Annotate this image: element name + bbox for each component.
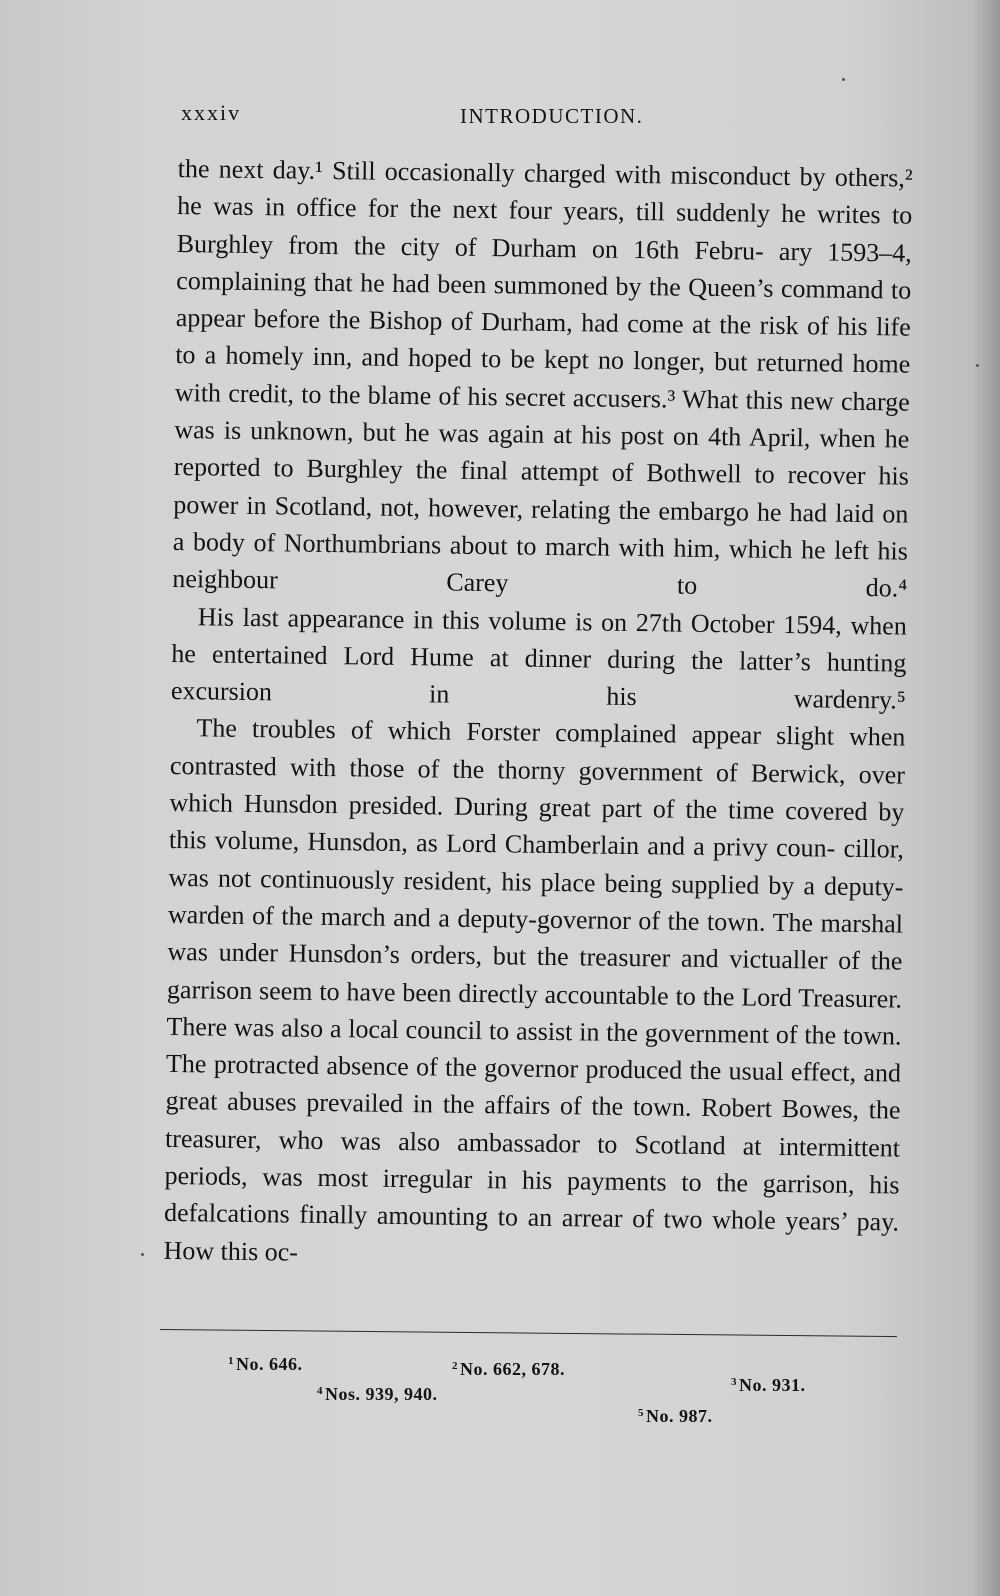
footnote-mark: 4 [317,1385,323,1397]
footnote [452,1359,565,1380]
footnote-mark: 5 [638,1407,644,1419]
text-line: the next day.¹ Still occasionally charged with misconduct by [177,153,826,192]
text-line: when he entertained Lord Hume at dinner during the latter’s [171,610,908,677]
text-line: which Hunsdon presided. During great part of the time covered [169,787,868,827]
footnote-text: No. 987. [646,1406,713,1426]
text-line: victualler of the garrison seem to have been directly accountable [166,944,903,1011]
body-text [163,150,913,1278]
paper-speck [842,78,845,81]
text-line: cillor, was not continuously resident, his place being supplied by a [168,834,905,901]
text-line: others,² he was in office for the next four years, till suddenly [177,162,913,229]
text-line: The marshal was under Hunsdon’s orders, but the treasurer and [167,907,904,974]
footnote-text: No. 662, 678. [460,1359,565,1379]
footnote-rule [160,1329,897,1337]
footnote-mark: 1 [228,1355,234,1367]
text-line: he writes to Burghley from the city of Durham on 16th Febru- [176,199,913,266]
footnote-mark: 2 [452,1360,458,1372]
footnote [638,1406,713,1427]
footnote-mark: 3 [731,1376,737,1388]
text-line: ary 1593–4, complaining that he had been summoned by the [176,236,912,302]
text-line: His last appearance in this volume is on 27th October 1594, [197,601,842,640]
paragraph [172,150,913,607]
text-line: his neighbour Carey to do.⁴ [172,536,909,603]
page-gutter-shadow [972,0,1000,1596]
footnote [317,1384,438,1405]
paragraph [171,598,907,720]
text-line: The troubles of which Forster complained appear slight when [196,713,906,753]
text-line: hunting excursion in his wardenry.⁵ [170,647,907,715]
text-line: Scotland, not, however, relating the embargo he had laid on a [172,490,909,557]
text-line: to the Lord Treasurer. There was also a local council to assist [166,981,903,1047]
text-line: body of Northumbrians about to march with him, which he left [192,527,870,566]
page-number: xxxiv [181,100,242,125]
text-line: Burghley the final attempt of Bothwell to recover his power in [173,454,909,520]
footnote-text: No. 931. [739,1375,806,1395]
footnote [731,1375,806,1396]
text-line: Queen’s command to appear before the Bishop of Durham, had [175,272,912,338]
text-line: but he was again at his post on 4th April, when he reported to [173,417,910,483]
text-line: come at the risk of his life to a homely inn, and hoped to be [175,309,911,375]
text-line: governor produced the usual effect, and great abuses prevailed in [165,1053,902,1119]
text-line: deputy-warden of the march and a deputy-governor of the town. [167,871,904,937]
paper-speck [976,364,979,367]
text-line: by this volume, Hunsdon, as Lord Chamberlain and a privy coun- [168,797,905,864]
running-head: INTRODUCTION. [460,104,644,128]
paper-speck [141,1253,144,1256]
text-line: also ambassador to Scotland at intermittent periods, was most [164,1126,901,1193]
text-line: the affairs of the town. Robert Bowes, the treasurer, who was [164,1089,901,1156]
footnote-text: No. 646. [236,1354,303,1374]
footnote [228,1354,303,1375]
text-line: irregular in his payments to the garrison, his defalcations finally [163,1163,900,1230]
text-line: his secret accusers.³ What this new charge was is unknown, [174,381,910,447]
text-line: kept no longer, but returned home with credit, to the blame of [174,345,911,411]
footnote-text: Nos. 939, 940. [325,1384,438,1404]
text-line: contrasted with those of the thorny government of Berwick, over [169,750,906,790]
text-line: in the government of the town. The protracted absence of the [165,1017,902,1083]
text-line: amounting to an arrear of two whole years’ pay. How this oc- [163,1201,900,1267]
paragraph [163,709,905,1278]
